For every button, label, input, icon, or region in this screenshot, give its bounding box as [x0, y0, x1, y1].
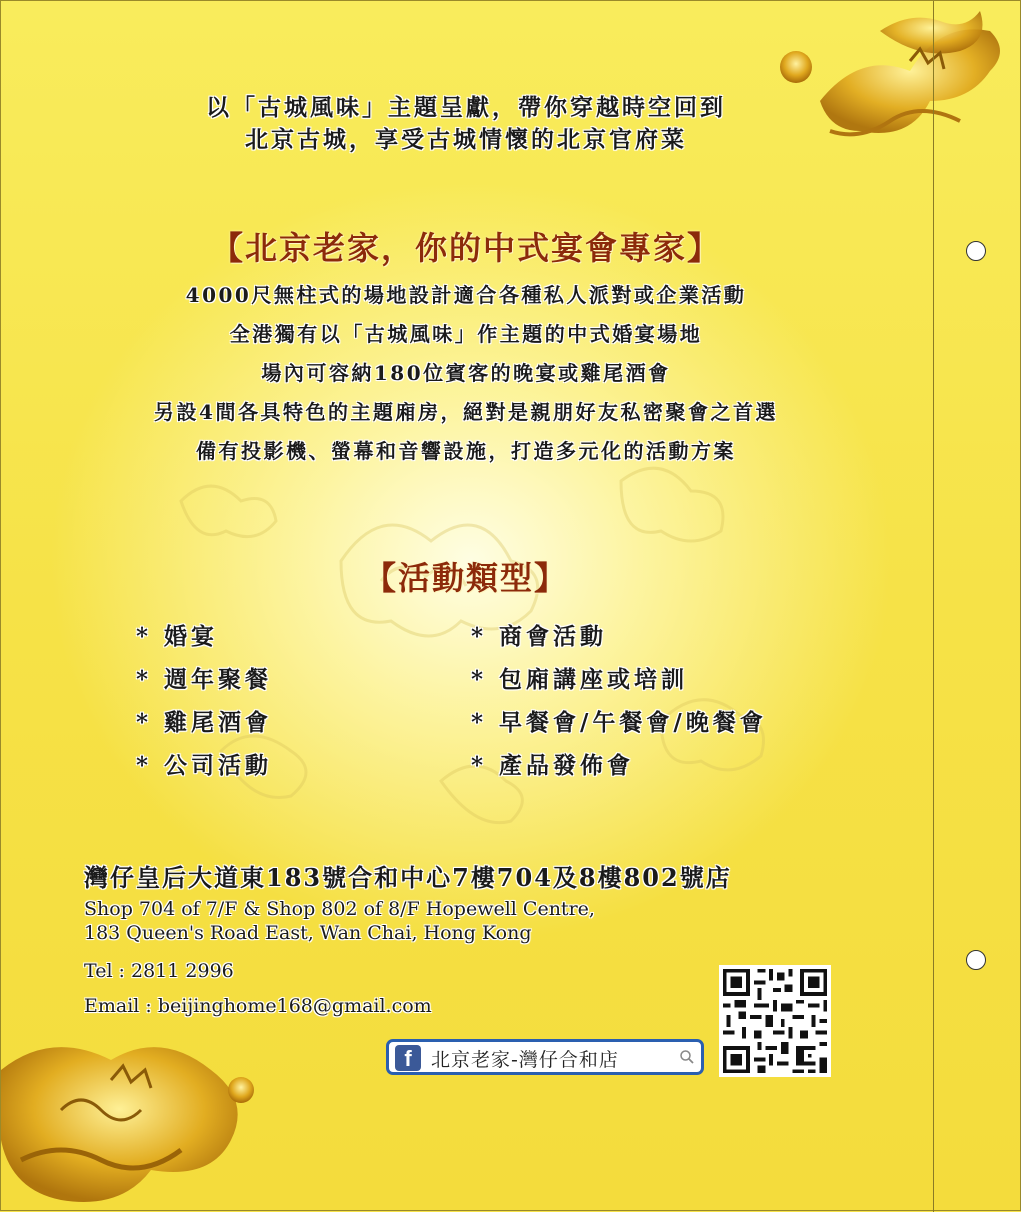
email-address[interactable]: Email : beijinghome168@gmail.com	[84, 995, 432, 1017]
event-type-item: * 包廂講座或培訓	[471, 666, 689, 693]
event-type-item: * 婚宴	[136, 623, 219, 650]
telephone: Tel : 2811 2996	[84, 960, 234, 982]
event-type-item: * 商會活動	[471, 623, 608, 650]
event-type-item: * 週年聚餐	[136, 666, 273, 693]
main-heading: 【北京老家，你的中式宴會專家】	[210, 229, 721, 267]
address-english-line-1: Shop 704 of 7/F & Shop 802 of 8/F Hopewell Centre,	[84, 898, 595, 920]
facebook-page-name: 北京老家-灣仔合和店	[431, 1049, 619, 1071]
facebook-icon: f	[395, 1045, 421, 1071]
event-type-item: * 雞尾酒會	[136, 709, 273, 736]
feature-line: 4000尺無柱式的場地設計適合各種私人派對或企業活動	[185, 283, 747, 307]
feature-line: 全港獨有以「古城風味」作主題的中式婚宴場地	[229, 322, 703, 346]
qr-code	[719, 965, 831, 1077]
event-type-item: * 產品發佈會	[471, 752, 635, 779]
event-type-item: * 公司活動	[136, 752, 273, 779]
intro-line-2: 北京古城，享受古城情懷的北京官府菜	[245, 126, 687, 153]
binder-hole-bottom	[966, 950, 986, 970]
binder-spine-line	[933, 1, 934, 1212]
feature-line: 場內可容納180位賓客的晚宴或雞尾酒會	[261, 361, 671, 385]
event-type-item: * 早餐會/午餐會/晚餐會	[471, 709, 767, 736]
facebook-page-search-bar[interactable]	[386, 1039, 704, 1075]
address-english-line-2: 183 Queen's Road East, Wan Chai, Hong Kong	[84, 922, 532, 944]
feature-line: 備有投影機、螢幕和音響設施，打造多元化的活動方案	[196, 439, 736, 463]
intro-line-1: 以「古城風味」主題呈獻，帶你穿越時空回到	[206, 94, 726, 121]
binder-hole-top	[966, 241, 986, 261]
address-chinese: 灣仔皇后大道東183號合和中心7樓704及8樓802號店	[84, 863, 732, 892]
search-icon[interactable]	[679, 1049, 695, 1065]
dragon-ornament-bottom-left	[1, 1010, 271, 1210]
event-types-heading: 【活動類型】	[363, 559, 568, 597]
feature-line: 另設4間各具特色的主題廂房，絕對是親朋好友私密聚會之首選	[154, 400, 778, 424]
